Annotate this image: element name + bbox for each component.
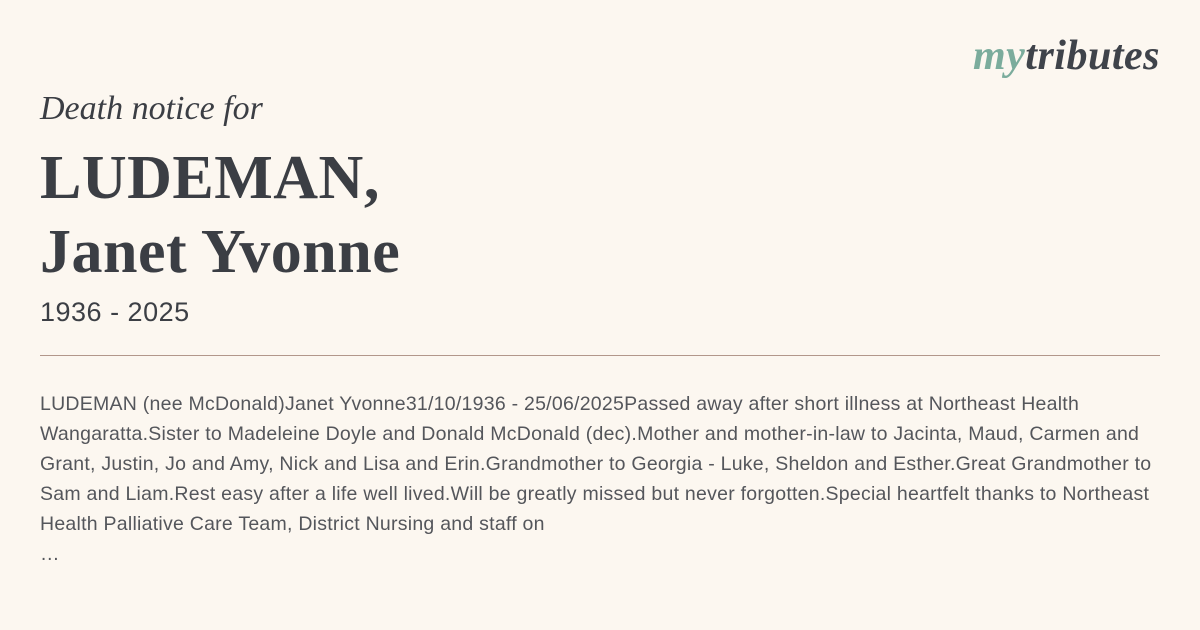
notice-kicker: Death notice for [40, 90, 263, 127]
mytributes-logo [973, 32, 1160, 80]
deceased-given-names: Janet Yvonne [40, 218, 401, 286]
logo-text-my: my [972, 33, 1026, 79]
logo-text-tributes: tributes [1025, 33, 1160, 79]
truncation-ellipsis: … [40, 543, 60, 565]
divider-line [40, 355, 1160, 356]
deceased-name [40, 141, 1180, 289]
life-years: 1936 - 2025 [40, 297, 190, 327]
notice-body-text: LUDEMAN (nee McDonald)Janet Yvonne31/10/1936 - 25/06/2025Passed away after short illness at Northeast Health Wangaratta.Sister to Madeleine Doyle and Donald McDonald (dec).Mother and mother-in-law to Jacinta, Maud, Carmen and Grant, Justin, Jo and Amy, Nick and Lisa and Erin.Grandmother to Georgia - Luke, Sheldon and Esther.Great Grandmother to Sam and Liam.Rest easy after a life well lived.Will be greatly missed but never forgotten.Special heartfelt thanks to Northeast Health Palliative Care Team, District Nursing and staff on [40, 393, 1152, 535]
deceased-surname: LUDEMAN, [40, 144, 380, 212]
